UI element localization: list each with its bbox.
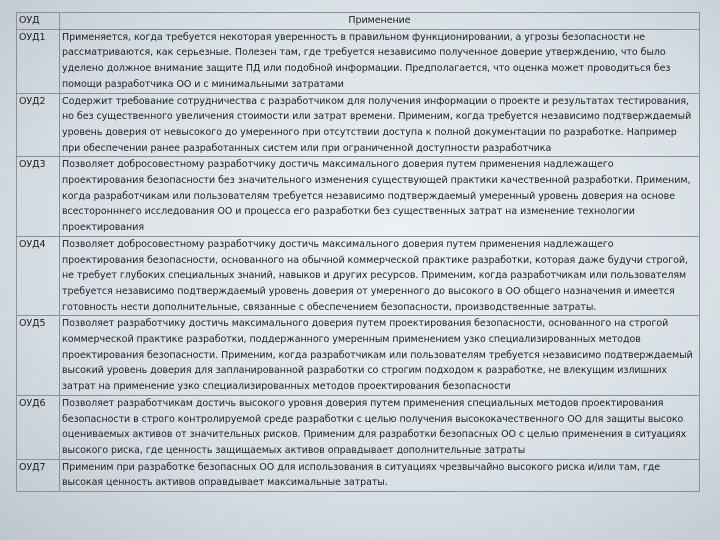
row-code: ОУД2 (17, 93, 60, 157)
row-text: Позволяет разработчику достичь максимального доверия путем проектирования безопасности, основанного на строгой коммерческой практике разработки, поддержанного умеренным применением узко специализированных методов проектирования безопасности. Применим, когда разработчикам или пользователям требуется независимо подтверждаемый высокий уровень доверия для запланированной разработки со строгим подходом к разработке, не влекущим излишних затрат на применение узко специализированных методов проектирования безопасности (60, 316, 700, 396)
table-row (17, 395, 700, 459)
table-row (17, 236, 700, 316)
row-text: Содержит требование сотрудничества с разработчиком для получения информации о проекте и результатах тестирования, но без существенного увеличения стоимости или затрат времени. Применим, когда требуется независимо подтверждаемый уровень доверия от невысокого до умеренного при отсутствии доступа к полной документации по разработке. Например при обеспечении ранее разработанных систем или при ограниченной доступности разработчика (60, 93, 700, 157)
row-code: ОУД1 (17, 29, 60, 93)
header-code: ОУД (17, 13, 60, 30)
row-code: ОУД6 (17, 395, 60, 459)
row-code: ОУД5 (17, 316, 60, 396)
row-text: Применяется, когда требуется некоторая уверенность в правильном функционировании, а угрозы безопасности не рассматриваются, как серьезные. Полезен там, где требуется независимо полученное доверие утверждению, что было уделено должное внимание защите ПД или подобной информации. Предполагается, что оценка может проводиться без помощи разработчика ОО и с минимальными затратами (60, 29, 700, 93)
table-row (17, 316, 700, 396)
row-text: Позволяет добросовестному разработчику достичь максимального доверия путем применения надлежащего проектирования безопасности, основанного на обычной коммерческой практике разработки, которая даже будучи строгой, не требует глубоких специальных знаний, навыков и других ресурсов. Применим, когда разработчикам или пользователям требуется независимо подтверждаемый уровень доверия от умеренного до высокого в ОО общего назначения и имеется готовность нести дополнительные, связанные с обеспечением безопасности, производственные затраты. (60, 236, 700, 316)
table-header-row (17, 13, 700, 30)
table-row (17, 93, 700, 157)
table-row (17, 459, 700, 491)
eal-table (16, 12, 700, 492)
row-text: Позволяет разработчикам достичь высокого уровня доверия путем применения специальных методов проектирования безопасности в строго контролируемой среде разработки с целью получения высококачественного ОО для защиты высоко оцениваемых активов от значительных рисков. Применим для разработки безопасных ОО с целью применения в ситуациях высокого риска, где ценность защищаемых активов оправдывает дополнительные затраты (60, 395, 700, 459)
row-code: ОУД4 (17, 236, 60, 316)
row-code: ОУД3 (17, 157, 60, 237)
row-code: ОУД7 (17, 459, 60, 491)
table-row (17, 29, 700, 93)
row-text: Применим при разработке безопасных ОО для использования в ситуациях чрезвычайно высокого риска и/или там, где высокая ценность активов оправдывает максимальные затраты. (60, 459, 700, 491)
header-description: Применение (60, 13, 700, 30)
row-text: Позволяет добросовестному разработчику достичь максимального доверия путем применения надлежащего проектирования безопасности без значительного изменения существующей практики качественной разработки. Применим, когда разработчикам или пользователям требуется независимо подтверждаемый умеренный уровень доверия на основе всесторонннего исследования ОО и процесса его разработки без существенных затрат на изменение технологии проектирования (60, 157, 700, 237)
table-row (17, 157, 700, 237)
